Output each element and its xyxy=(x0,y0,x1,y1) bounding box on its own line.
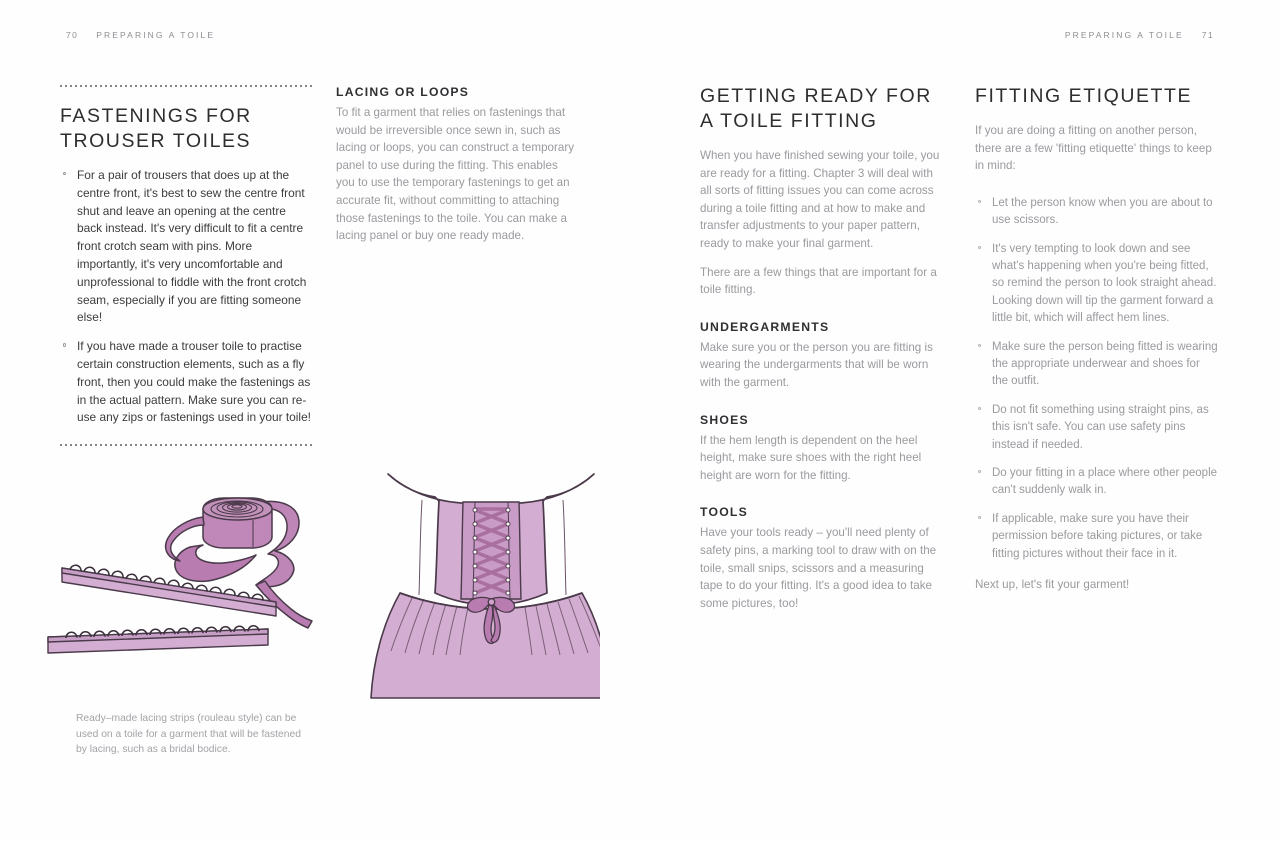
running-head-left xyxy=(66,30,215,40)
spacer xyxy=(700,495,940,504)
list-item: Do not fit something using straight pins, as this isn't safe. You can use safety pins instead if needed. xyxy=(975,402,1218,454)
lacing-strip-upper-shape xyxy=(62,565,276,616)
list-item: Let the person know when you are about to use scissors. xyxy=(975,195,1218,230)
paragraph-shoes: If the hem length is dependent on the heel height, make sure shoes with the right heel height are worn for the fitting. xyxy=(700,433,922,482)
list-item: It's very tempting to look down and see what's happening when you're being fitted, so remind the person to look straight ahead. Looking down will tip the garment forward a little bit, which will affect hem lines. xyxy=(975,241,1218,328)
bullet-list-fitting-etiquette xyxy=(975,195,1218,563)
section-title-fastenings: FASTENINGS FOR TROUSER TOILES xyxy=(60,105,252,152)
column-lacing-or-loops xyxy=(336,84,579,245)
laced-bodice-dress-shape xyxy=(371,474,600,698)
paragraph-fitting-etiquette-closing: Next up, let's fit your garment! xyxy=(975,578,1130,592)
subsection-heading-tools: TOOLS xyxy=(700,505,749,520)
paragraph-fitting-etiquette-intro: If you are doing a fitting on another person, there are a few 'fitting etiquette' things to keep in mind: xyxy=(975,124,1212,173)
paragraph-getting-ready-intro: When you have finished sewing your toile, you are ready for a fitting. Chapter 3 will deal with all sorts of fitting issues you can come across during a toile fitting and at how to make and transfer adjustments to your paper pattern, ready to make your final garment. xyxy=(700,149,940,250)
paragraph-lacing-or-loops: To fit a garment that relies on fastenings that would be irreversible once sewn in, such as lacing or loops, you can construct a temporary panel to use during the fitting. This enables you to use the temporary fastenings to get an accurate fit, without committing to attaching those fastenings to the toile. You can make a lacing panel or buy one ready made. xyxy=(336,106,575,243)
list-item: Do your fitting in a place where other people can't suddenly walk in. xyxy=(975,465,1218,500)
running-head-left-label: PREPARING A TOILE xyxy=(96,30,216,40)
section-title-lacing-or-loops: LACING OR LOOPS xyxy=(336,85,470,99)
dotted-rule-top xyxy=(60,84,312,87)
paragraph-getting-ready-lead: There are a few things that are important for a toile fitting. xyxy=(700,265,937,297)
dotted-rule-bottom xyxy=(60,443,312,446)
paragraph-undergarments: Make sure you or the person you are fitting is wearing the undergarments that will be worn with the garment. xyxy=(700,340,933,389)
spacer xyxy=(700,403,940,412)
spacer xyxy=(700,310,940,319)
section-title-fitting-etiquette: FITTING ETIQUETTE xyxy=(975,85,1193,107)
running-head-right-label: PREPARING A TOILE xyxy=(1064,30,1184,40)
folio-right: 71 xyxy=(1201,30,1214,40)
lacing-strip-lower-shape xyxy=(48,626,268,653)
subsection-heading-shoes: SHOES xyxy=(700,412,749,427)
subsection-heading-undergarments: UNDERGARMENTS xyxy=(700,319,830,334)
running-head-right xyxy=(1065,30,1214,40)
section-title-getting-ready: GETTING READY FOR A TOILE FITTING xyxy=(700,85,932,132)
bullet-list-fastenings xyxy=(60,167,312,427)
list-item: If applicable, make sure you have their permission before taking pictures, or take fitting pictures without their face in it. xyxy=(975,511,1218,563)
column-fastenings-for-trouser-toiles xyxy=(60,84,312,446)
column-getting-ready-for-a-toile-fitting xyxy=(700,84,940,612)
folio-left: 70 xyxy=(66,30,79,40)
illustration-caption: Ready–made lacing strips (rouleau style) can be used on a toile for a garment that will be fastened by lacing, such as a bridal bodice. xyxy=(76,713,301,756)
lacing-strips-and-bodice-illustration xyxy=(40,455,600,705)
spacer xyxy=(975,563,1218,576)
spacer xyxy=(975,186,1218,195)
list-item: If you have made a trouser toile to practise certain construction elements, such as a fly front, then you could make the fastenings as in the actual pattern. Make sure you can re-use any zips or fastenings used in your toile! xyxy=(60,338,312,427)
column-fitting-etiquette xyxy=(975,84,1218,594)
list-item: Make sure the person being fitted is wearing the appropriate underwear and shoes for the outfit. xyxy=(975,339,1218,391)
list-item: For a pair of trousers that does up at the centre front, it's best to sew the centre front shut and leave an opening at the centre back instead. It's very difficult to fit a centre front crotch seam with pins. More importantly, it's very uncomfortable and unprofessional to fiddle with the front crotch seam, especially if you are fitting someone else! xyxy=(60,167,312,327)
paragraph-tools: Have your tools ready – you'll need plenty of safety pins, a marking tool to draw with on the toile, small snips, scissors and a measuring tape to do your fitting. It's a good idea to take some pictures, too! xyxy=(700,526,937,610)
